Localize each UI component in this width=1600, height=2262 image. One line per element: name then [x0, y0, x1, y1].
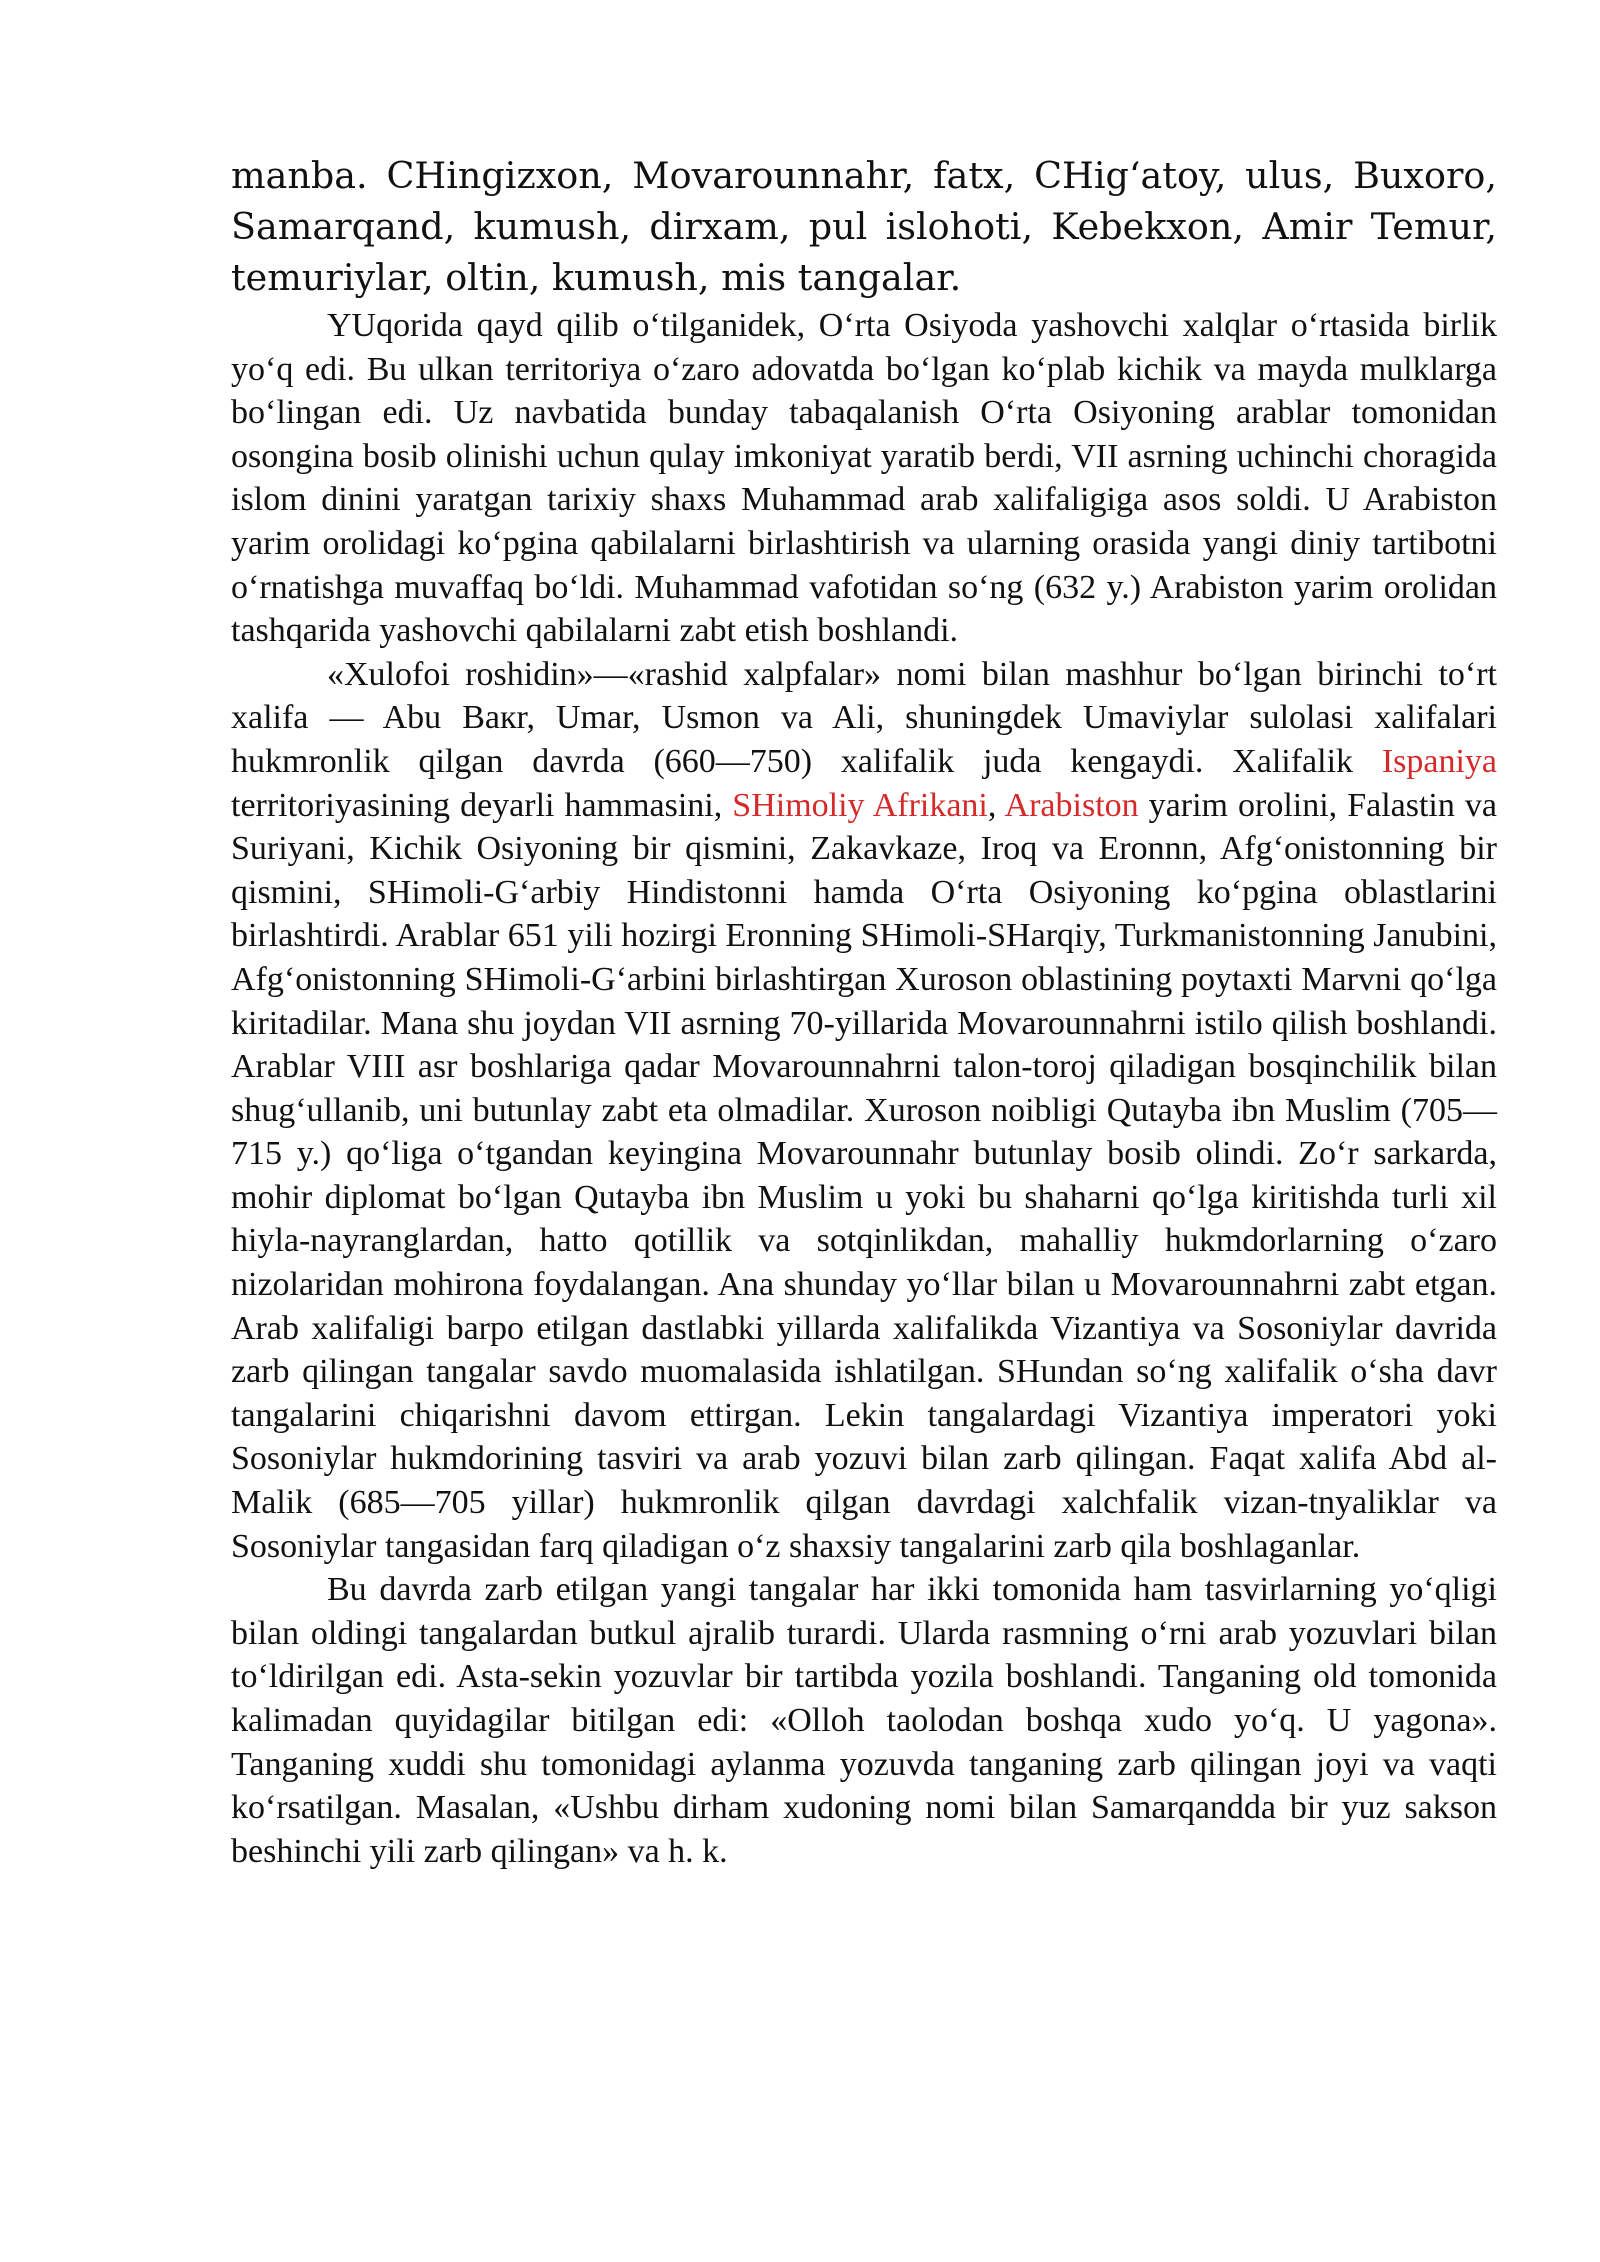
- document-page: [231, 150, 1497, 1873]
- link-ispaniya[interactable]: Ispaniya: [1381, 742, 1497, 780]
- link-arabiston[interactable]: Arabiston: [1004, 786, 1139, 824]
- link-shimoliy-afrika[interactable]: SHimoliy Afrikani: [732, 786, 988, 824]
- keywords-list: manba. CHingizxon, Movarounnahr, fatx, CHig‘atoy, ulus, Buxoro, Samarqand, kumush, dirxam, pul islohoti, Kebekxon, Amir Temur, temuriylar, oltin, kumush, mis tangalar.: [231, 154, 1497, 299]
- paragraph-text: «Xulofoi roshidin»—«rashid xalpfalar» nomi bilan mashhur bo‘lgan birinchi to‘rt xalifa — Abu Baкr, Umar, Usmon va Ali, shuningdek Umaviylar sulolasi xalifalari hukmronlik qilgan davrda (660—750) xalifalik juda kengaydi. Xalifalik: [231, 655, 1497, 780]
- paragraph-text: yarim orolini, Falastin va Suriyani, Kichik Osiyoning bir qismini, Zakavkaze, Iroq va Eronnn, Afg‘onistonning bir qismini, SHimoli-G‘arbiy Hindistonni hamda O‘rta Osiyoning ko‘pgina oblastlarini birlashtirdi. Arablar 651 yili hozirgi Eronning SHimoli-SHarqiy, Turkmanistonning Janubini, Afg‘onistonning SHimoli-G‘arbini birlashtirgan Xuroson oblastining poytaxti Marvni qo‘lga kiritadilar. Mana shu joydan VII asrning 70-yillarida Movarounnahrni istilo qilish boshlandi. Arablar VIII asr boshlariga qadar Movarounnahrni talon-toroj qiladigan bosqinchilik bilan shug‘ullanib, uni butunlay zabt eta olmadilar. Xuroson noibligi Qutayba ibn Muslim (705—715 y.) qo‘liga o‘tgandan keyingina Movarounnahr butunlay bosib olindi. Zo‘r sarkarda, mohir diplomat bo‘lgan Qutayba ibn Muslim u yoki bu shaharni qo‘lga kiritishda turli xil hiyla-nayranglardan, hatto qotillik va sotqinlikdan, mahalliy hukmdorlarning o‘zaro nizolaridan mohirona foydalangan. Ana shunday yo‘llar bilan u Movarounnahrni zabt etgan. Arab xalifaligi barpo etilgan dastlabki yillarda xalifalikda Vizantiya va Sosoniylar davrida zarb qilingan tangalar savdo muomalasida ishlatilgan. SHundan so‘ng xalifalik o‘sha davr tangalarini chiqarishni davom ettirgan. Lekin tangalardagi Vizantiya imperatori yoki Sosoniylar hukmdorining tasviri va arab yozuvi bilan zarb qilingan. Faqat xalifa Abd al-Malik (685—705 yillar) hukmronlik qilgan davrdagi xalchfalik vizan-tnyaliklar va Sosoniylar tangasidan farq qiladigan o‘z shaxsiy tangalarini zarb qila boshlaganlar.: [231, 786, 1498, 1565]
- paragraph-text: territoriyasining deyarli hammasini,: [231, 786, 733, 824]
- paragraph-text: ,: [987, 786, 1005, 824]
- paragraph-new-coins: Bu davrda zarb etilgan yangi tangalar har ikki tomonida ham tasvirlarning yo‘qligi bilan oldingi tangalardan butkul ajralib turardi. Ularda rasmning o‘rni arab yozuvlari bilan to‘ldirilgan edi. Asta-sekin yozuvlar bir tartibda yozila boshlandi. Tanganing old tomonida kalimadan quyidagilar bitilgan edi: «Olloh taolodan boshqa xudo yo‘q. U yagona». Tanganing xuddi shu tomonidagi aylanma yozuvda tanganing zarb qilingan joyi va vaqti ko‘rsatilgan. Masalan, «Ushbu dirham xudoning nomi bilan Samarqandda bir yuz sakson beshinchi yili zarb qilingan» va h. k.: [231, 1571, 1497, 1870]
- paragraph-caliphate-expansion: [231, 653, 1497, 1568]
- paragraph-arab-conquest-intro: YUqorida qayd qilib o‘tilganidek, O‘rta Osiyoda yashovchi xalqlar o‘rtasida birlik yo‘q edi. Bu ulkan territoriya o‘zaro adovatda bo‘lgan ko‘plab kichik va mayda mulklarga bo‘lingan edi. Uz navbatida bunday tabaqalanish O‘rta Osiyoning arablar tomonidan osongina bosib olinishi uchun qulay imkoniyat yaratib berdi, VII asrning uchinchi choragida islom dinini yaratgan tarixiy shaxs Muhammad arab xalifaligiga asos soldi. U Arabiston yarim orolidagi ko‘pgina qabilalarni birlashtirish va ularning orasida yangi diniy tartibotni o‘rnatishga muvaffaq bo‘ldi. Muhammad vafotidan so‘ng (632 y.) Arabiston yarim orolidan tashqarida yashovchi qabilalarni zabt etish boshlandi.: [231, 307, 1497, 650]
